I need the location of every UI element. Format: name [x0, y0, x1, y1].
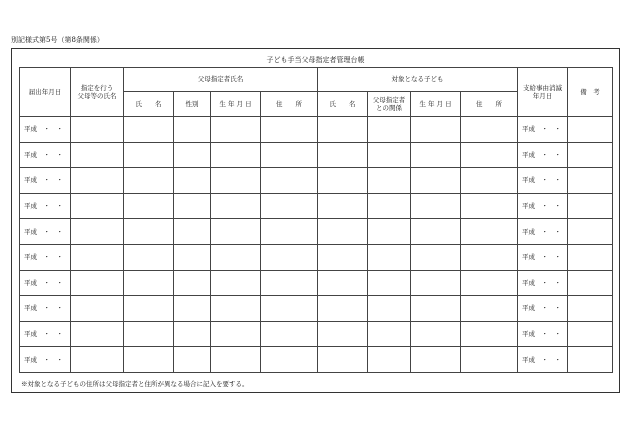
notification-date-cell[interactable]: 平成 ・ ・: [20, 142, 71, 168]
entry-cell[interactable]: [368, 347, 411, 373]
entry-cell[interactable]: [211, 168, 261, 194]
entry-cell[interactable]: [368, 142, 411, 168]
table-row: [20, 270, 613, 296]
entry-cell[interactable]: [261, 168, 318, 194]
header-notification-date: 届出年月日: [20, 68, 71, 117]
entry-cell[interactable]: [318, 244, 368, 270]
entry-cell[interactable]: [461, 168, 518, 194]
entry-cell[interactable]: [568, 347, 613, 373]
entry-cell[interactable]: [211, 244, 261, 270]
entry-cell[interactable]: [411, 168, 461, 194]
entry-cell[interactable]: [124, 347, 174, 373]
notification-date-cell[interactable]: 平成 ・ ・: [20, 296, 71, 322]
entry-cell[interactable]: [71, 168, 124, 194]
entry-cell[interactable]: [71, 117, 124, 143]
entry-cell[interactable]: [461, 193, 518, 219]
header-remarks: 備 考: [568, 68, 613, 117]
cessation-date-cell[interactable]: 平成 ・ ・: [518, 244, 568, 270]
entry-cell[interactable]: [318, 168, 368, 194]
entry-cell[interactable]: [124, 321, 174, 347]
entry-cell[interactable]: [174, 347, 211, 373]
entry-cell[interactable]: [261, 244, 318, 270]
table-row: [20, 168, 613, 194]
entry-cell[interactable]: [211, 296, 261, 322]
entry-cell[interactable]: [124, 244, 174, 270]
notification-date-cell[interactable]: 平成 ・ ・: [20, 244, 71, 270]
subheader-parent-gender: 性別: [174, 92, 211, 117]
table-row: [20, 142, 613, 168]
entry-cell[interactable]: [568, 219, 613, 245]
entry-cell[interactable]: [174, 219, 211, 245]
entry-cell[interactable]: [261, 117, 318, 143]
entry-cell[interactable]: [411, 347, 461, 373]
header-designator-name: 指定を行う 父母等の氏名: [71, 68, 124, 117]
cessation-date-cell[interactable]: 平成 ・ ・: [518, 321, 568, 347]
table-row: [20, 117, 613, 143]
entry-cell[interactable]: [318, 193, 368, 219]
entry-cell[interactable]: [174, 168, 211, 194]
entry-cell[interactable]: [568, 142, 613, 168]
entry-cell[interactable]: [461, 244, 518, 270]
form-number-label: 別記様式第5号（第8条関係）: [11, 36, 104, 44]
ledger-table: [19, 67, 613, 373]
entry-cell[interactable]: [368, 193, 411, 219]
entry-cell[interactable]: [461, 296, 518, 322]
entry-cell[interactable]: [124, 270, 174, 296]
entry-cell[interactable]: [568, 244, 613, 270]
entry-cell[interactable]: [368, 219, 411, 245]
entry-cell[interactable]: [318, 347, 368, 373]
cessation-date-cell[interactable]: 平成 ・ ・: [518, 193, 568, 219]
table-row: [20, 219, 613, 245]
entry-cell[interactable]: [568, 168, 613, 194]
entry-cell[interactable]: [368, 321, 411, 347]
entry-cell[interactable]: [368, 296, 411, 322]
entry-cell[interactable]: [461, 117, 518, 143]
entry-cell[interactable]: [211, 142, 261, 168]
entry-cell[interactable]: [411, 321, 461, 347]
entry-cell[interactable]: [71, 219, 124, 245]
notification-date-cell[interactable]: 平成 ・ ・: [20, 193, 71, 219]
entry-cell[interactable]: [568, 296, 613, 322]
entry-cell[interactable]: [261, 142, 318, 168]
entry-cell[interactable]: [318, 270, 368, 296]
entry-cell[interactable]: [461, 347, 518, 373]
entry-cell[interactable]: [124, 168, 174, 194]
notification-date-cell[interactable]: 平成 ・ ・: [20, 168, 71, 194]
entry-cell[interactable]: [368, 117, 411, 143]
entry-cell[interactable]: [261, 193, 318, 219]
notification-date-cell[interactable]: 平成 ・ ・: [20, 270, 71, 296]
entry-cell[interactable]: [461, 321, 518, 347]
cessation-date-cell[interactable]: 平成 ・ ・: [518, 347, 568, 373]
entry-cell[interactable]: [261, 270, 318, 296]
cessation-date-cell[interactable]: 平成 ・ ・: [518, 270, 568, 296]
entry-cell[interactable]: [211, 117, 261, 143]
entry-cell[interactable]: [411, 296, 461, 322]
subheader-child-relationship: 父母指定者 との関係: [368, 92, 411, 117]
notification-date-cell[interactable]: 平成 ・ ・: [20, 117, 71, 143]
entry-cell[interactable]: [318, 117, 368, 143]
entry-cell[interactable]: [71, 347, 124, 373]
entry-cell[interactable]: [174, 117, 211, 143]
entry-cell[interactable]: [568, 270, 613, 296]
entry-cell[interactable]: [411, 117, 461, 143]
entry-cell[interactable]: [71, 244, 124, 270]
entry-cell[interactable]: [568, 321, 613, 347]
entry-cell[interactable]: [261, 347, 318, 373]
ledger-frame: [11, 48, 620, 393]
entry-cell[interactable]: [261, 219, 318, 245]
entry-cell[interactable]: [368, 270, 411, 296]
notification-date-cell[interactable]: 平成 ・ ・: [20, 321, 71, 347]
entry-cell[interactable]: [411, 270, 461, 296]
entry-cell[interactable]: [411, 193, 461, 219]
entry-cell[interactable]: [211, 321, 261, 347]
header-child-group: 対象となる子ども: [318, 68, 518, 92]
entry-cell[interactable]: [211, 193, 261, 219]
subheader-parent-birth-date: 生 年 月 日: [211, 92, 261, 117]
cessation-date-cell[interactable]: 平成 ・ ・: [518, 142, 568, 168]
entry-cell[interactable]: [211, 219, 261, 245]
entry-cell[interactable]: [368, 244, 411, 270]
entry-cell[interactable]: [71, 193, 124, 219]
subheader-child-name: 氏 名: [318, 92, 368, 117]
notification-date-cell[interactable]: 平成 ・ ・: [20, 347, 71, 373]
entry-cell[interactable]: [261, 321, 318, 347]
subheader-parent-address: 住 所: [261, 92, 318, 117]
entry-cell[interactable]: [318, 142, 368, 168]
header-designated-parent-group: 父母指定者氏名: [124, 68, 318, 92]
entry-cell[interactable]: [124, 117, 174, 143]
entry-cell[interactable]: [411, 219, 461, 245]
subheader-parent-name: 氏 名: [124, 92, 174, 117]
header-row-1: [20, 68, 613, 92]
entry-cell[interactable]: [261, 296, 318, 322]
cessation-date-cell[interactable]: 平成 ・ ・: [518, 168, 568, 194]
entry-cell[interactable]: [211, 347, 261, 373]
entry-cell[interactable]: [461, 270, 518, 296]
subheader-child-birth-date: 生 年 月 日: [411, 92, 461, 117]
entry-cell[interactable]: [174, 321, 211, 347]
entry-cell[interactable]: [71, 142, 124, 168]
footnote: ※対象となる子どもの住所は父母指定者と住所が異なる場合に記入を要する。: [21, 380, 249, 388]
entry-cell[interactable]: [318, 321, 368, 347]
entry-cell[interactable]: [174, 270, 211, 296]
entry-cell[interactable]: [318, 296, 368, 322]
entry-cell[interactable]: [461, 142, 518, 168]
cessation-date-cell[interactable]: 平成 ・ ・: [518, 296, 568, 322]
entry-cell[interactable]: [368, 168, 411, 194]
table-row: [20, 193, 613, 219]
cessation-date-cell[interactable]: 平成 ・ ・: [518, 117, 568, 143]
entry-cell[interactable]: [568, 117, 613, 143]
table-row: [20, 321, 613, 347]
entry-cell[interactable]: [461, 219, 518, 245]
table-row: [20, 244, 613, 270]
header-cessation-date: 支給事由消滅 年月日: [518, 68, 568, 117]
entry-cell[interactable]: [174, 296, 211, 322]
entry-cell[interactable]: [174, 193, 211, 219]
entry-cell[interactable]: [174, 142, 211, 168]
subheader-child-address: 住 所: [461, 92, 518, 117]
entry-cell[interactable]: [124, 142, 174, 168]
entry-cell[interactable]: [318, 219, 368, 245]
notification-date-cell[interactable]: 平成 ・ ・: [20, 219, 71, 245]
entry-cell[interactable]: [124, 219, 174, 245]
entry-cell[interactable]: [174, 244, 211, 270]
table-row: [20, 347, 613, 373]
entry-cell[interactable]: [211, 270, 261, 296]
entry-cell[interactable]: [71, 296, 124, 322]
entry-cell[interactable]: [71, 321, 124, 347]
cessation-date-cell[interactable]: 平成 ・ ・: [518, 219, 568, 245]
entry-cell[interactable]: [71, 270, 124, 296]
entry-cell[interactable]: [411, 244, 461, 270]
ledger-title: 子ども手当父母指定者管理台帳: [266, 56, 365, 64]
entry-cell[interactable]: [124, 193, 174, 219]
entry-cell[interactable]: [411, 142, 461, 168]
table-row: [20, 296, 613, 322]
entry-cell[interactable]: [568, 193, 613, 219]
entry-cell[interactable]: [124, 296, 174, 322]
